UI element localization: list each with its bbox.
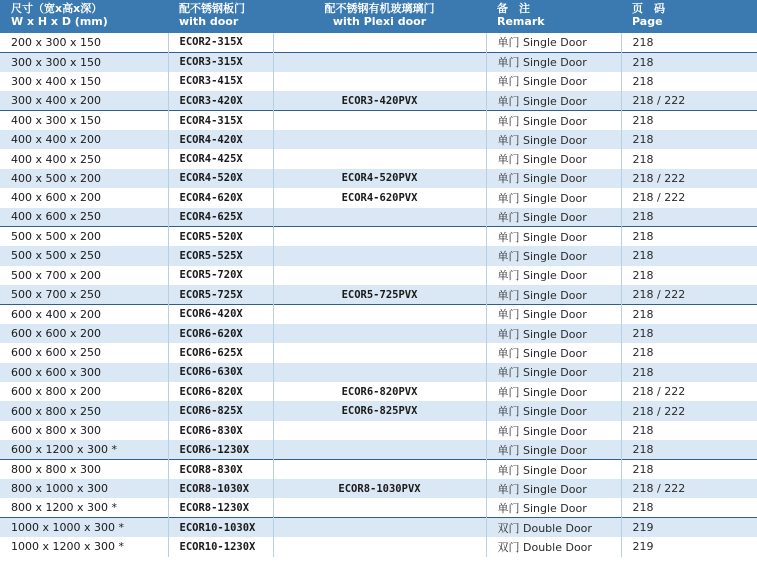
cell-plexi-model: ECOR6-820PVX	[273, 382, 486, 401]
table-row	[0, 266, 757, 285]
cell-size: 800 x 1200 x 300 *	[0, 498, 168, 517]
cell-size: 300 x 300 x 150	[0, 52, 168, 71]
cell-page: 218	[621, 111, 757, 130]
cell-plexi-model: ECOR5-725PVX	[273, 285, 486, 304]
cell-size: 400 x 400 x 200	[0, 130, 168, 149]
cell-remark: 单门 Single Door	[486, 91, 621, 110]
cell-page: 218	[621, 52, 757, 71]
header-plexi-en: with Plexi door	[332, 15, 427, 28]
cell-size: 300 x 400 x 150	[0, 72, 168, 91]
cell-door-model: ECOR4-620X	[168, 188, 273, 207]
cell-page: 219	[632, 540, 654, 554]
cell-remark: 单门 Single Door	[486, 479, 621, 498]
cell-door-model: ECOR6-825X	[168, 401, 273, 420]
cell-door-model: ECOR5-720X	[168, 266, 273, 285]
cell-remark: 单门 Single Door	[486, 498, 621, 517]
cell-door-model: ECOR8-830X	[168, 460, 273, 479]
cell-size: 400 x 500 x 200	[0, 169, 168, 188]
cell-page: 218 / 222	[632, 191, 686, 205]
table-body	[0, 33, 757, 557]
cell-remark: 单门 Single Door	[486, 304, 621, 323]
cell-page: 218	[632, 346, 654, 360]
cell-plexi-model	[273, 363, 486, 382]
cell-remark: 单门 Single Door	[486, 149, 621, 168]
cell-plexi-model	[273, 460, 486, 479]
cell-remark: 双门 Double Door	[486, 537, 621, 556]
cell-page: 218 / 222	[632, 385, 686, 399]
cell-door-model: ECOR3-315X	[168, 52, 273, 71]
cell-remark: 单门 Single Door	[486, 285, 621, 304]
header-door-cn: 配不锈钢板门	[179, 2, 245, 15]
cell-size: 400 x 300 x 150	[0, 111, 168, 130]
cell-door-model: ECOR5-520X	[168, 227, 273, 246]
cell-door-model: ECOR6-625X	[168, 343, 273, 362]
header-remark	[486, 0, 621, 33]
cell-remark: 单门 Single Door	[486, 227, 621, 246]
table-header	[0, 0, 757, 33]
cell-size: 600 x 1200 x 300 *	[0, 440, 168, 459]
cell-door-model: ECOR4-625X	[168, 208, 273, 227]
cell-size: 500 x 500 x 200	[0, 227, 168, 246]
cell-size: 600 x 600 x 250	[0, 343, 168, 362]
cell-door-model: ECOR2-315X	[168, 33, 273, 52]
table-row	[0, 479, 757, 498]
cell-door-model: ECOR4-520X	[168, 169, 273, 188]
cell-plexi-model	[273, 440, 486, 459]
cell-door-model: ECOR4-425X	[168, 149, 273, 168]
cell-door-model: ECOR10-1230X	[168, 537, 273, 556]
table-row	[0, 227, 757, 246]
table-row	[0, 498, 757, 517]
cell-remark: 单门 Single Door	[486, 111, 621, 130]
cell-size: 300 x 400 x 200	[0, 91, 168, 110]
cell-door-model: ECOR4-315X	[168, 111, 273, 130]
cell-door-model: ECOR3-415X	[168, 72, 273, 91]
cell-page: 218	[632, 268, 654, 282]
header-page	[621, 0, 757, 33]
table-row	[0, 91, 757, 110]
cell-plexi-model	[273, 537, 486, 556]
cell-page: 218	[621, 130, 757, 149]
cell-door-model: ECOR6-630X	[168, 363, 273, 382]
cell-size: 1000 x 1000 x 300 *	[0, 518, 168, 537]
cell-size: 500 x 500 x 250	[0, 246, 168, 265]
cell-remark: 单门 Single Door	[486, 72, 621, 91]
cell-plexi-model	[273, 498, 486, 517]
cell-plexi-model	[273, 227, 486, 246]
cell-plexi-model	[273, 304, 486, 323]
cell-door-model: ECOR8-1030X	[168, 479, 273, 498]
header-plexi-cn: 配不锈钢有机玻璃璃门	[324, 2, 435, 15]
cell-door-model: ECOR5-725X	[168, 285, 273, 304]
table-row	[0, 169, 757, 188]
cell-plexi-model	[273, 324, 486, 343]
cell-door-model: ECOR6-1230X	[168, 440, 273, 459]
cell-page: 218 / 222	[621, 479, 757, 498]
table-row	[0, 324, 757, 343]
table-row	[0, 440, 757, 459]
cell-page: 218	[621, 227, 757, 246]
cell-remark: 单门 Single Door	[486, 401, 621, 420]
header-row	[0, 0, 757, 33]
cell-size: 800 x 1000 x 300	[0, 479, 168, 498]
table-row	[0, 382, 757, 401]
cell-page: 218	[621, 440, 757, 459]
cell-remark: 单门 Single Door	[486, 363, 621, 382]
cell-remark: 单门 Single Door	[486, 33, 621, 52]
table-row	[0, 33, 757, 52]
cell-page: 218	[621, 208, 757, 227]
cell-page: 218	[621, 324, 757, 343]
cell-plexi-model	[273, 72, 486, 91]
cell-page: 218 / 222	[621, 401, 757, 420]
cell-size: 200 x 300 x 150	[0, 33, 168, 52]
cell-page: 218	[632, 74, 654, 88]
cell-plexi-model: ECOR4-520PVX	[273, 169, 486, 188]
cell-plexi-model	[273, 111, 486, 130]
cell-page: 218 / 222	[621, 91, 757, 110]
cell-page: 218	[621, 460, 757, 479]
cell-plexi-model	[273, 52, 486, 71]
cell-plexi-model: ECOR8-1030PVX	[273, 479, 486, 498]
table-row	[0, 460, 757, 479]
header-size-cn: 尺寸（宽x高x深）	[11, 2, 103, 15]
cell-plexi-model	[273, 266, 486, 285]
cell-page: 218	[632, 424, 654, 437]
cell-page: 218	[621, 363, 757, 382]
header-door-en: with door	[179, 15, 239, 28]
table-row	[0, 111, 757, 130]
table-row	[0, 537, 757, 556]
cell-plexi-model	[273, 246, 486, 265]
cell-remark: 双门 Double Door	[486, 518, 621, 537]
header-page-cn: 页 码	[632, 2, 665, 15]
cell-page: 219	[621, 518, 757, 537]
cell-door-model: ECOR6-620X	[168, 324, 273, 343]
cell-remark: 单门 Single Door	[486, 266, 621, 285]
cell-plexi-model: ECOR6-825PVX	[273, 401, 486, 420]
cell-door-model: ECOR10-1030X	[168, 518, 273, 537]
table-row	[0, 304, 757, 323]
cell-size: 400 x 600 x 250	[0, 208, 168, 227]
cell-remark: 单门 Single Door	[486, 208, 621, 227]
table-row	[0, 363, 757, 382]
table-row	[0, 208, 757, 227]
cell-remark: 单门 Single Door	[486, 460, 621, 479]
cell-plexi-model	[273, 343, 486, 362]
cell-remark: 单门 Single Door	[486, 188, 621, 207]
cell-size: 400 x 400 x 250	[0, 149, 168, 168]
table-row	[0, 285, 757, 304]
cell-door-model: ECOR4-420X	[168, 130, 273, 149]
cell-remark: 单门 Single Door	[486, 343, 621, 362]
cell-door-model: ECOR8-1230X	[168, 498, 273, 517]
table-row	[0, 246, 757, 265]
cell-remark: 单门 Single Door	[486, 440, 621, 459]
table-row	[0, 401, 757, 420]
cell-page: 218	[632, 152, 654, 166]
table-row	[0, 518, 757, 537]
cell-door-model: ECOR6-820X	[168, 382, 273, 401]
cell-door-model: ECOR6-420X	[168, 304, 273, 323]
cell-page: 218	[632, 35, 654, 49]
cell-remark: 单门 Single Door	[486, 324, 621, 343]
cell-plexi-model	[273, 208, 486, 227]
table-row	[0, 343, 757, 362]
cell-size: 500 x 700 x 200	[0, 266, 168, 285]
header-door	[168, 0, 273, 33]
cell-page: 218	[632, 501, 654, 515]
cell-size: 600 x 800 x 250	[0, 401, 168, 420]
cell-remark: 单门 Single Door	[486, 246, 621, 265]
cell-plexi-model: ECOR3-420PVX	[273, 91, 486, 110]
cell-page: 218 / 222	[621, 169, 757, 188]
cell-size: 1000 x 1200 x 300 *	[0, 537, 168, 556]
cell-plexi-model	[273, 421, 486, 440]
cell-door-model: ECOR5-525X	[168, 246, 273, 265]
header-plexi	[273, 0, 486, 33]
cell-size: 600 x 800 x 200	[0, 382, 168, 401]
cell-door-model: ECOR6-830X	[168, 421, 273, 440]
cell-page: 218	[621, 246, 757, 265]
cell-remark: 单门 Single Door	[486, 421, 621, 440]
cell-size: 600 x 600 x 200	[0, 324, 168, 343]
cell-remark: 单门 Single Door	[486, 382, 621, 401]
table-row	[0, 188, 757, 207]
table-row	[0, 52, 757, 71]
cell-size: 600 x 800 x 300	[0, 421, 168, 440]
table-row	[0, 130, 757, 149]
header-page-en: Page	[632, 15, 663, 28]
cell-plexi-model	[273, 518, 486, 537]
cell-page: 218 / 222	[621, 285, 757, 304]
cell-page: 218	[621, 304, 757, 323]
cell-size: 500 x 700 x 250	[0, 285, 168, 304]
table-row	[0, 149, 757, 168]
cell-remark: 单门 Single Door	[486, 52, 621, 71]
header-size	[0, 0, 168, 33]
header-size-en: W x H x D (mm)	[11, 15, 108, 28]
cell-plexi-model	[273, 149, 486, 168]
cell-remark: 单门 Single Door	[486, 169, 621, 188]
cell-plexi-model	[273, 130, 486, 149]
header-remark-en: Remark	[497, 15, 545, 28]
cell-door-model: ECOR3-420X	[168, 91, 273, 110]
cell-size: 400 x 600 x 200	[0, 188, 168, 207]
header-remark-cn: 备 注	[497, 2, 530, 15]
cell-remark: 单门 Single Door	[486, 130, 621, 149]
table-row	[0, 421, 757, 440]
cell-size: 800 x 800 x 300	[0, 460, 168, 479]
cell-size: 600 x 400 x 200	[0, 304, 168, 323]
table-row	[0, 72, 757, 91]
cell-plexi-model	[273, 33, 486, 52]
cell-plexi-model: ECOR4-620PVX	[273, 188, 486, 207]
cell-size: 600 x 600 x 300	[0, 363, 168, 382]
